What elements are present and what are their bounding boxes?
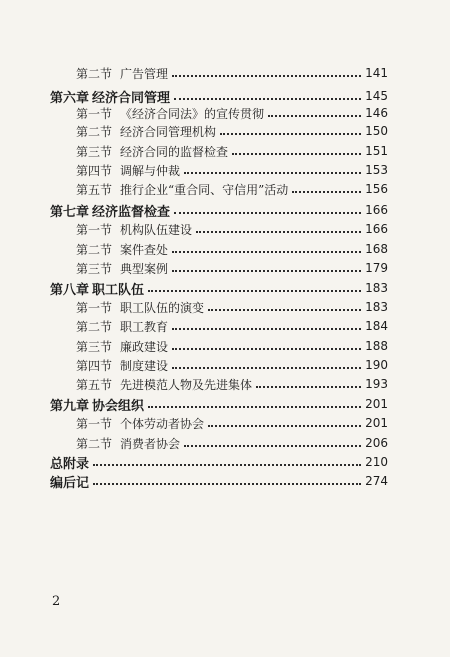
toc-entry-page: 153 (365, 163, 388, 177)
toc-entry-number: 第二节 (76, 436, 113, 451)
toc-section-row (76, 103, 388, 123)
toc-entry-number: 第六章 (50, 90, 90, 106)
toc-entry-page: 150 (365, 124, 388, 138)
toc-entry-title: 推行企业“重合同、守信用”活动 (120, 182, 289, 197)
toc-section-row (76, 63, 388, 83)
toc-entry-title: 经济监督检查 (92, 204, 171, 220)
toc-entry-title: 协会组织 (92, 398, 145, 414)
toc-entry-page: 141 (365, 66, 388, 80)
dot-leader (93, 464, 361, 466)
dot-leader (148, 290, 361, 292)
dot-leader (174, 98, 361, 100)
toc-entry-number: 第二节 (76, 66, 113, 81)
toc-section-row (76, 433, 388, 453)
toc-entry-page: 179 (365, 261, 388, 275)
toc-entry-number: 第一节 (76, 106, 113, 121)
toc-entry-number: 第一节 (76, 416, 113, 431)
toc-entry-title: 《经济合同法》的宣传贯彻 (120, 106, 265, 121)
dot-leader (172, 348, 361, 350)
toc-entry-number: 第三节 (76, 339, 113, 354)
toc-section-row (76, 258, 388, 278)
dot-leader (148, 406, 361, 408)
toc-entry-number: 第五节 (76, 377, 113, 392)
toc-entry-title: 消费者协会 (120, 436, 181, 451)
toc-entry-title: 先进模范人物及先进集体 (120, 377, 253, 392)
toc-section-row (76, 121, 388, 141)
toc-entry-title: 典型案例 (120, 261, 169, 276)
dot-leader (172, 251, 361, 253)
toc-section-row (76, 160, 388, 180)
toc-entry-title: 案件查处 (120, 242, 169, 257)
toc-chapter-row (50, 452, 388, 472)
toc-entry-title: 经济合同管理机构 (120, 124, 217, 139)
toc-entry-page: 201 (365, 416, 388, 430)
toc-section-row (76, 297, 388, 317)
dot-leader (256, 386, 361, 388)
toc-entry-number: 第五节 (76, 182, 113, 197)
dot-leader (220, 133, 361, 135)
dot-leader (208, 309, 361, 311)
toc-entry-title: 总附录 (50, 456, 90, 472)
toc-entry-number: 第八章 (50, 282, 90, 298)
toc-entry-number: 第一节 (76, 222, 113, 237)
toc-section-row (76, 141, 388, 161)
toc-section-row (76, 336, 388, 356)
toc-entry-title: 职工队伍 (92, 282, 145, 298)
toc-entry-page: 190 (365, 358, 388, 372)
toc-section-row (76, 219, 388, 239)
toc-section-row (76, 413, 388, 433)
toc-entry-title: 经济合同的监督检查 (120, 144, 229, 159)
toc-entry-title: 编后记 (50, 475, 90, 491)
toc-entry-page: 193 (365, 377, 388, 391)
toc-entry-page: 151 (365, 144, 388, 158)
toc-entry-page: 145 (365, 89, 388, 103)
toc-entry-page: 166 (365, 203, 388, 217)
toc-chapter-row (50, 394, 388, 414)
dot-leader (292, 191, 361, 193)
dot-leader (174, 212, 361, 214)
toc-entry-title: 职工队伍的演变 (120, 300, 205, 315)
toc-entry-number: 第二节 (76, 124, 113, 139)
dot-leader (184, 172, 361, 174)
toc-section-row (76, 239, 388, 259)
toc-chapter-row (50, 278, 388, 298)
toc-entry-number: 第一节 (76, 300, 113, 315)
dot-leader (93, 483, 361, 485)
toc-chapter-row (50, 200, 388, 220)
toc-entry-title: 廉政建设 (120, 339, 169, 354)
toc-entry-page: 156 (365, 182, 388, 196)
toc-entry-page: 188 (365, 339, 388, 353)
toc-section-row (76, 179, 388, 199)
toc-entry-number: 第二节 (76, 242, 113, 257)
toc-section-row (76, 355, 388, 375)
toc-entry-number: 第七章 (50, 204, 90, 220)
toc-chapter-row (50, 471, 388, 491)
toc-entry-title: 广告管理 (120, 66, 169, 81)
toc-section-row (76, 316, 388, 336)
toc-entry-page: 168 (365, 242, 388, 256)
dot-leader (208, 425, 361, 427)
toc-entry-title: 个体劳动者协会 (120, 416, 205, 431)
toc-entry-page: 183 (365, 300, 388, 314)
dot-leader (172, 367, 361, 369)
toc-entry-page: 146 (365, 106, 388, 120)
toc-entry-title: 调解与仲裁 (120, 163, 181, 178)
toc-entry-number: 第三节 (76, 261, 113, 276)
toc-entry-page: 206 (365, 436, 388, 450)
toc-entry-number: 第四节 (76, 163, 113, 178)
toc-entry-number: 第二节 (76, 319, 113, 334)
toc-entry-page: 183 (365, 281, 388, 295)
toc-entry-number: 第四节 (76, 358, 113, 373)
dot-leader (184, 445, 361, 447)
toc-entry-number: 第九章 (50, 398, 90, 414)
dot-leader (172, 270, 361, 272)
toc-entry-page: 201 (365, 397, 388, 411)
toc-entry-page: 166 (365, 222, 388, 236)
dot-leader (172, 328, 361, 330)
toc-entry-page: 184 (365, 319, 388, 333)
toc-entry-title: 机构队伍建设 (120, 222, 193, 237)
toc-entry-title: 制度建设 (120, 358, 169, 373)
dot-leader (196, 231, 361, 233)
page-number: 2 (52, 594, 61, 609)
toc-section-row (76, 374, 388, 394)
dot-leader (232, 153, 361, 155)
toc-entry-page: 210 (365, 455, 388, 469)
toc-entry-title: 职工教育 (120, 319, 169, 334)
dot-leader (172, 75, 361, 77)
toc-entry-page: 274 (365, 474, 388, 488)
toc-entry-number: 第三节 (76, 144, 113, 159)
toc-entry-title: 经济合同管理 (92, 90, 171, 106)
dot-leader (268, 115, 361, 117)
